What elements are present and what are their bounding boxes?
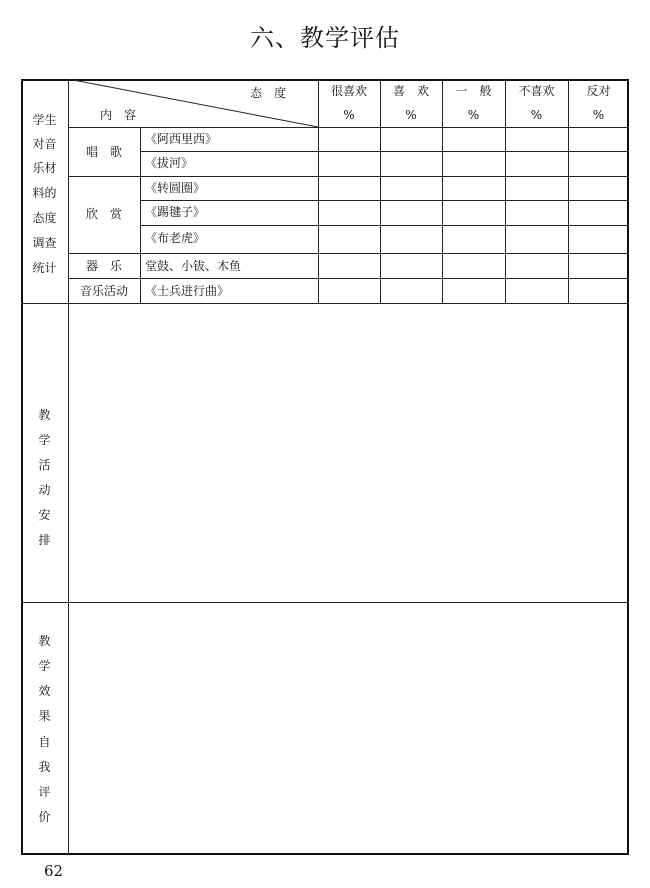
row-line [140,225,629,226]
col-header-neutral: 一 般 [455,84,492,98]
col-header-oppose: 反对 [586,84,611,98]
col-unit: % [592,108,605,122]
activity-label-char: 教 [38,408,51,422]
activity-label-char: 学 [38,433,51,447]
page-number: 62 [44,862,64,880]
survey-label-line: 学生 [32,113,57,127]
row-line [140,200,629,201]
row-line [140,151,629,152]
survey-label-line: 对音 [32,137,57,151]
survey-label-line: 乐材 [32,161,57,175]
item-appreciation: 《布老虎》 [145,231,206,245]
row-line [68,176,629,177]
category-appreciation: 欣 赏 [85,207,122,221]
self-eval-label-char: 效 [38,684,51,698]
item-instrument: 堂鼓、小钹、木鱼 [145,259,242,273]
category-music-activity: 音乐活动 [79,284,128,298]
item-appreciation: 《踢毽子》 [145,205,206,219]
activity-label-char: 安 [38,508,51,522]
self-eval-label-char: 教 [38,634,51,648]
col-header-dislike: 不喜欢 [518,84,555,98]
self-eval-content-area[interactable] [69,603,628,853]
diagonal-header-attitude: 态 度 [250,86,287,100]
divider-category [140,127,141,303]
col-header-like: 喜 欢 [392,84,429,98]
activity-label-char: 排 [38,533,51,547]
col-unit: % [530,108,543,122]
self-eval-label-char: 我 [38,760,51,774]
survey-label-line: 调查 [32,236,57,250]
item-appreciation: 《转圆圈》 [145,181,206,195]
col-unit: % [343,108,355,122]
page-title: 六、教学评估 [250,24,400,52]
survey-label-line: 态度 [32,211,57,225]
item-activity: 《士兵进行曲》 [145,284,230,298]
self-eval-label-char: 学 [38,659,51,673]
col-header-like-very: 很喜欢 [330,84,367,98]
row-line [68,278,629,279]
self-eval-label-char: 果 [38,709,51,723]
category-singing: 唱 歌 [85,145,122,159]
item-song: 《阿西里西》 [145,132,218,146]
diagonal-header-content: 内 容 [100,108,137,122]
row-line [68,253,629,254]
header-bottom-line [68,127,629,128]
activity-label-char: 动 [38,483,51,497]
col-unit: % [467,108,480,122]
item-song: 《拔河》 [145,156,194,170]
activity-content-area[interactable] [69,304,628,601]
survey-label-line: 料的 [32,186,57,200]
category-instrumental: 器 乐 [85,259,122,273]
activity-label-char: 活 [38,458,51,472]
col-unit: % [405,108,417,122]
self-eval-label-char: 自 [38,735,51,749]
survey-label-line: 统计 [32,261,57,275]
self-eval-label-char: 评 [38,785,51,799]
self-eval-label-char: 价 [38,810,51,824]
